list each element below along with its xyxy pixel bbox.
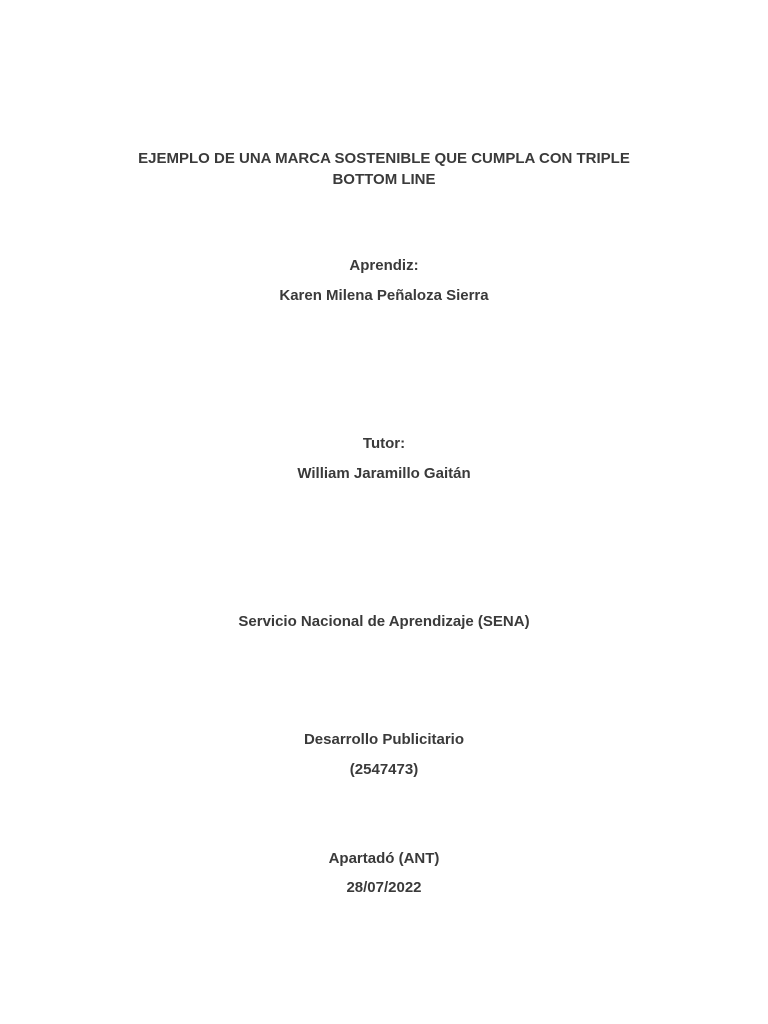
document-title-line-2: BOTTOM LINE [332, 171, 436, 188]
program-code: (2547473) [349, 761, 419, 778]
tutor-label: Tutor: [362, 435, 406, 452]
program-name: Desarrollo Publicitario [303, 731, 465, 748]
apprentice-label: Aprendiz: [349, 257, 419, 274]
location: Apartadó (ANT) [328, 850, 440, 867]
tutor-name: William Jaramillo Gaitán [297, 465, 471, 482]
institution-name: Servicio Nacional de Aprendizaje (SENA) [238, 613, 530, 630]
apprentice-name: Karen Milena Peñaloza Sierra [279, 287, 489, 304]
document-title-line-1: EJEMPLO DE UNA MARCA SOSTENIBLE QUE CUMPLA CON TRIPLE [138, 150, 630, 167]
document-date: 28/07/2022 [346, 879, 422, 896]
